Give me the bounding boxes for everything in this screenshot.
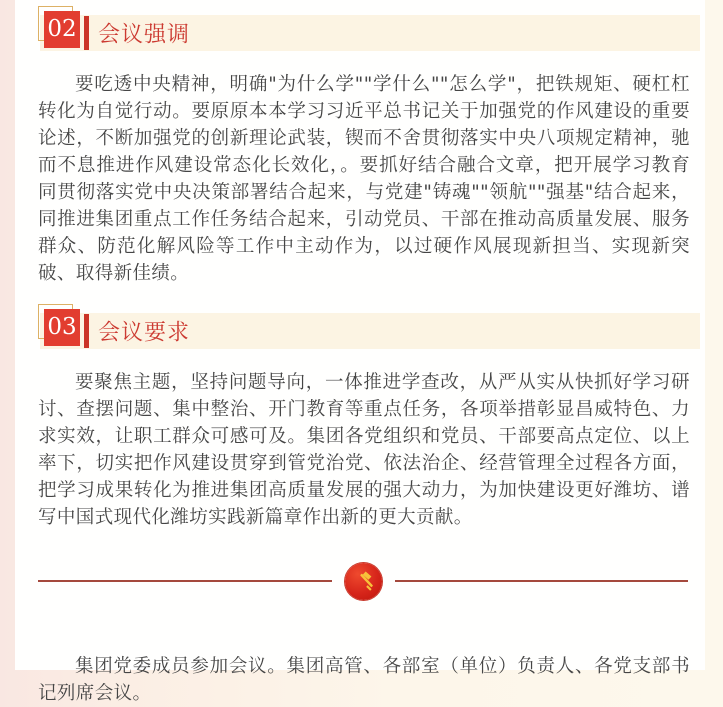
section-divider xyxy=(38,561,688,601)
title-accent-bar xyxy=(84,16,89,50)
attendees-paragraph: 集团党委成员参加会议。集团高管、各部室（单位）负责人、各党支部书记列席会议。 xyxy=(38,656,690,704)
section-02-header xyxy=(40,15,700,51)
article-card xyxy=(15,0,705,704)
section-03-title: 会议要求 xyxy=(98,320,191,346)
divider-line-left xyxy=(38,580,332,582)
title-accent-bar xyxy=(84,314,89,348)
section-03-paragraph: 要聚焦主题，坚持问题导向，一体推进学查改，从严从实从快抓好学习研讨、查摆问题、集中整治、开门教育等重点任务，各项举措彰显昌威特色、力求实效，让职工群众可感可及。集团各党组织和党员、干部要高点定位、以上率下，切实把作风建设贯穿到管党治党、依法治企、经营管理全过程各方面，把学习成果转化为推进集团高质量发展的强大动力，为加快建设更好潍坊、谱写中国式现代化潍坊实践新篇章作出新的更大贡献。 xyxy=(38,372,690,528)
section-02-title: 会议强调 xyxy=(98,22,191,48)
party-emblem-icon xyxy=(345,563,382,600)
section-02-number: 02 xyxy=(44,11,80,48)
divider-line-right xyxy=(395,580,689,582)
section-03-header xyxy=(40,313,700,349)
section-03-number: 03 xyxy=(44,309,80,346)
section-02-paragraph: 要吃透中央精神，明确"为什么学""学什么""怎么学"，把铁规矩、硬杠杠转化为自觉行动。要原原本本学习习近平总书记关于加强党的作风建设的重要论述，不断加强党的创新理论武装，锲而不舍贯彻落实中央八项规定精神，驰而不息推进作风建设常态化长效化，。要抓好结合融合文章，把开展学习教育同贯彻落实党中央决策部署结合起来，与党建"铸魂""领航""强基"结合起来，同推进集团重点工作任务结合起来，引动党员、干部在推动高质量发展、服务群众、防范化解风险等工作中主动作为，以过硬作风展现新担当、实现新突破、取得新佳绩。 xyxy=(38,74,690,284)
